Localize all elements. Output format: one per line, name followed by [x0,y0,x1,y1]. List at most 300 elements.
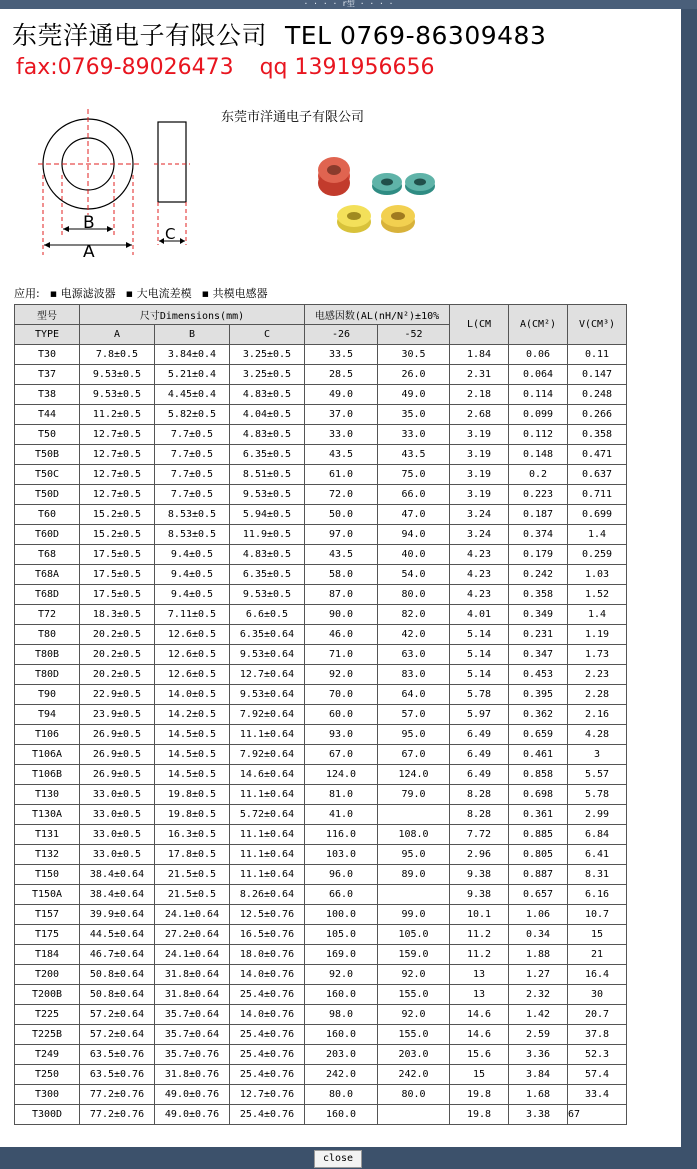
table-cell: 5.78 [450,685,509,705]
table-cell: 10.1 [450,905,509,925]
table-row [15,485,627,505]
table-row [15,545,627,565]
header-dimensions: 尺寸Dimensions(mm) [80,305,305,325]
table-cell: 108.0 [378,825,450,845]
window-right-frame [681,9,697,1147]
table-cell: 242.0 [305,1065,378,1085]
table-cell: 35.7±0.64 [155,1005,230,1025]
table-cell: 57.2±0.64 [80,1025,155,1045]
table-cell: 66.0 [305,885,378,905]
table-cell: 30 [568,985,627,1005]
table-cell: 0.2 [509,465,568,485]
table-cell: 4.01 [450,605,509,625]
table-cell: 3.24 [450,505,509,525]
table-cell: 49.0 [378,385,450,405]
table-row [15,685,627,705]
table-row [15,585,627,605]
table-cell: 16.3±0.5 [155,825,230,845]
table-row [15,1085,627,1105]
table-cell: 42.0 [378,625,450,645]
table-cell: 0.187 [509,505,568,525]
table-cell: 17.8±0.5 [155,845,230,865]
table-cell: 80.0 [305,1085,378,1105]
table-row [15,1005,627,1025]
table-cell: 0.887 [509,865,568,885]
application-line [14,285,278,301]
table-cell: T80 [15,625,80,645]
table-cell: 2.99 [568,805,627,825]
table-row [15,705,627,725]
table-cell: 0.637 [568,465,627,485]
table-cell: 14.2±0.5 [155,705,230,725]
table-cell: T80D [15,665,80,685]
table-cell: 2.68 [450,405,509,425]
toroid-dimension-drawing [30,105,200,265]
table-cell: T132 [15,845,80,865]
table-cell: 50.8±0.64 [80,965,155,985]
table-cell: 14.6 [450,1005,509,1025]
table-cell: 6.84 [568,825,627,845]
table-cell: T60 [15,505,80,525]
table-cell: 8.51±0.5 [230,465,305,485]
table-cell: T38 [15,385,80,405]
table-row [15,725,627,745]
header-dim-c: C [230,325,305,345]
table-cell: T44 [15,405,80,425]
table-row [15,445,627,465]
table-cell: 8.28 [450,785,509,805]
table-cell: 43.5 [378,445,450,465]
table-cell: 3.25±0.5 [230,345,305,365]
table-cell: 1.06 [509,905,568,925]
table-cell: 18.0±0.76 [230,945,305,965]
table-cell: 0.242 [509,565,568,585]
table-cell: 4.83±0.5 [230,545,305,565]
table-cell: 39.9±0.64 [80,905,155,925]
table-cell: 92.0 [378,965,450,985]
table-cell: 23.9±0.5 [80,705,155,725]
table-row [15,1105,627,1125]
table-cell: 15 [450,1065,509,1085]
table-cell: 35.7±0.64 [155,1025,230,1045]
table-row [15,825,627,845]
application-item-differential: ▪ 大电流差模 [125,287,192,300]
table-cell: 5.14 [450,665,509,685]
table-cell: 11.1±0.64 [230,785,305,805]
table-cell: 24.1±0.64 [155,945,230,965]
header-model: 型号 [15,305,80,325]
table-cell: 26.0 [378,365,450,385]
table-cell: T225 [15,1005,80,1025]
table-cell: 63.0 [378,645,450,665]
table-cell: 9.53±0.64 [230,685,305,705]
table-cell: 2.31 [450,365,509,385]
table-cell: 77.2±0.76 [80,1085,155,1105]
company-name: 东莞洋通电子有限公司 [12,21,268,50]
spec-table-body [15,345,627,1125]
table-cell: 83.0 [378,665,450,685]
table-cell: 35.7±0.76 [155,1045,230,1065]
application-item-filter: ▪ 电源滤波器 [49,287,116,300]
table-cell: 105.0 [305,925,378,945]
table-cell: 15.2±0.5 [80,525,155,545]
table-cell: 57.0 [378,705,450,725]
table-cell: 8.26±0.64 [230,885,305,905]
table-cell: 33.4 [568,1085,627,1105]
header-area: A(CM²) [509,305,568,345]
table-cell: 61.0 [305,465,378,485]
table-cell: 75.0 [378,465,450,485]
table-cell: T150A [15,885,80,905]
table-cell: 15.2±0.5 [80,505,155,525]
table-cell: T175 [15,925,80,945]
table-cell: 14.5±0.5 [155,725,230,745]
table-cell: 11.2 [450,925,509,945]
table-cell: 31.8±0.76 [155,1065,230,1085]
table-cell: 25.4±0.76 [230,985,305,1005]
table-cell: 19.8±0.5 [155,805,230,825]
table-cell: 3.24 [450,525,509,545]
table-row [15,985,627,1005]
table-cell: 7.92±0.64 [230,705,305,725]
table-cell: 14.0±0.76 [230,965,305,985]
table-cell: 4.83±0.5 [230,425,305,445]
table-cell: 160.0 [305,1025,378,1045]
table-cell: 95.0 [378,845,450,865]
table-cell: T157 [15,905,80,925]
table-row [15,345,627,365]
table-cell: 12.7±0.5 [80,425,155,445]
table-cell: 67.0 [378,745,450,765]
table-cell: 3.84±0.4 [155,345,230,365]
table-cell: 37.8 [568,1025,627,1045]
close-button[interactable]: close [314,1150,362,1168]
label-b: B [83,213,95,233]
table-cell: T50 [15,425,80,445]
table-row [15,1065,627,1085]
table-cell: 5.97 [450,705,509,725]
header-path-length: L(CM [450,305,509,345]
table-cell: 6.35±0.5 [230,565,305,585]
table-cell: 21.5±0.5 [155,865,230,885]
table-cell: 11.2 [450,945,509,965]
table-cell: 4.04±0.5 [230,405,305,425]
table-cell: 25.4±0.76 [230,1105,305,1125]
table-cell: 37.0 [305,405,378,425]
table-cell: T106A [15,745,80,765]
header-dim-a: A [80,325,155,345]
table-cell: 14.0±0.5 [155,685,230,705]
table-cell: 0.858 [509,765,568,785]
table-cell: 33.5 [305,345,378,365]
table-row [15,965,627,985]
tel-number: TEL 0769-86309483 [285,21,547,50]
table-cell: 160.0 [305,985,378,1005]
table-row [15,805,627,825]
table-cell: 14.5±0.5 [155,745,230,765]
table-cell: 52.3 [568,1045,627,1065]
table-cell: 5.72±0.64 [230,805,305,825]
table-cell: 160.0 [305,1105,378,1125]
table-cell: 43.5 [305,545,378,565]
table-cell: 20.2±0.5 [80,645,155,665]
header-al-factor: 电感因数(AL(nH/N²)±10% [305,305,450,325]
table-cell: T90 [15,685,80,705]
contact-line [16,55,434,80]
table-cell: 94.0 [378,525,450,545]
table-row [15,865,627,885]
table-cell: 81.0 [305,785,378,805]
table-cell: 44.5±0.64 [80,925,155,945]
company-caption: 东莞市洋通电子有限公司 [221,110,365,125]
table-cell: T130 [15,785,80,805]
table-row [15,645,627,665]
table-cell: 0.461 [509,745,568,765]
table-cell: 26.9±0.5 [80,745,155,765]
table-cell: 33.0 [378,425,450,445]
table-cell: T68D [15,585,80,605]
table-cell: 77.2±0.76 [80,1105,155,1125]
table-cell: T131 [15,825,80,845]
table-cell: 6.35±0.64 [230,625,305,645]
table-cell [378,1105,450,1125]
table-cell: 9.53±0.5 [230,585,305,605]
table-cell: 5.57 [568,765,627,785]
table-cell: 66.0 [378,485,450,505]
table-cell: 5.78 [568,785,627,805]
table-cell: 0.34 [509,925,568,945]
table-cell: 25.4±0.76 [230,1025,305,1045]
table-cell: 100.0 [305,905,378,925]
table-cell: 4.45±0.4 [155,385,230,405]
table-cell: T106B [15,765,80,785]
table-cell: 50.0 [305,505,378,525]
table-cell: 0.698 [509,785,568,805]
table-cell: 16.5±0.76 [230,925,305,945]
table-cell [378,805,450,825]
table-cell: T250 [15,1065,80,1085]
table-cell: 82.0 [378,605,450,625]
table-cell: 80.0 [378,1085,450,1105]
table-cell: 242.0 [378,1065,450,1085]
table-cell: 4.23 [450,545,509,565]
table-cell: 46.7±0.64 [80,945,155,965]
table-row [15,465,627,485]
table-cell: 4.28 [568,725,627,745]
table-cell: 105.0 [378,925,450,945]
table-cell: 0.147 [568,365,627,385]
table-cell: 7.72 [450,825,509,845]
table-cell: 70.0 [305,685,378,705]
table-row [15,945,627,965]
application-prefix: 应用: [14,287,40,300]
table-cell: 3.19 [450,485,509,505]
table-cell: 0.358 [568,425,627,445]
table-cell: T200B [15,985,80,1005]
table-cell: 12.5±0.76 [230,905,305,925]
header-material-52: -52 [378,325,450,345]
table-cell: 7.7±0.5 [155,465,230,485]
table-cell: 6.16 [568,885,627,905]
table-cell: 15 [568,925,627,945]
table-cell: 87.0 [305,585,378,605]
fax-number: fax:0769-89026473 [16,55,234,80]
table-cell: 33.0±0.5 [80,845,155,865]
table-cell: 9.53±0.5 [230,485,305,505]
table-cell: 4.83±0.5 [230,385,305,405]
table-cell: 0.805 [509,845,568,865]
table-cell: 3.36 [509,1045,568,1065]
table-cell: 0.471 [568,445,627,465]
table-cell: 0.06 [509,345,568,365]
table-cell: 4.23 [450,565,509,585]
header-type: TYPE [15,325,80,345]
table-row [15,565,627,585]
table-cell: 1.73 [568,645,627,665]
table-row [15,1025,627,1045]
table-cell: 13 [450,985,509,1005]
table-cell: T60D [15,525,80,545]
table-cell: 57.2±0.64 [80,1005,155,1025]
table-cell: 0.374 [509,525,568,545]
table-cell: 92.0 [378,1005,450,1025]
table-cell: 0.362 [509,705,568,725]
table-cell: 90.0 [305,605,378,625]
table-cell: 21 [568,945,627,965]
table-cell: 21.5±0.5 [155,885,230,905]
table-cell: 12.7±0.76 [230,1085,305,1105]
table-row [15,1045,627,1065]
table-cell: 17.5±0.5 [80,585,155,605]
table-cell: 12.7±0.5 [80,465,155,485]
table-cell: 3 [568,745,627,765]
table-cell: 79.0 [378,785,450,805]
table-cell: 5.82±0.5 [155,405,230,425]
table-cell: 20.2±0.5 [80,625,155,645]
table-cell: 103.0 [305,845,378,865]
table-cell: 71.0 [305,645,378,665]
table-cell: 9.38 [450,885,509,905]
header-volume: V(CM³) [568,305,627,345]
table-cell: 43.5 [305,445,378,465]
table-cell: T130A [15,805,80,825]
table-cell: 0.223 [509,485,568,505]
label-c: C [165,225,176,243]
table-cell: 0.231 [509,625,568,645]
table-cell: T50B [15,445,80,465]
table-cell: T68A [15,565,80,585]
table-cell: 7.7±0.5 [155,445,230,465]
table-cell: 0.266 [568,405,627,425]
table-cell: 2.28 [568,685,627,705]
table-cell: 60.0 [305,705,378,725]
company-header [12,16,546,52]
table-cell: 26.9±0.5 [80,765,155,785]
table-cell: 9.4±0.5 [155,585,230,605]
table-cell: 11.1±0.64 [230,845,305,865]
table-cell: 116.0 [305,825,378,845]
table-row [15,905,627,925]
table-row [15,845,627,865]
table-row [15,365,627,385]
table-row [15,525,627,545]
table-cell: 14.6±0.64 [230,765,305,785]
table-cell: 1.4 [568,525,627,545]
header-dim-b: B [155,325,230,345]
table-cell: 0.659 [509,725,568,745]
table-cell [378,885,450,905]
label-a: A [83,242,95,262]
table-cell: 14.5±0.5 [155,765,230,785]
table-cell: 3.19 [450,425,509,445]
table-cell: 19.8 [450,1085,509,1105]
table-cell: 9.53±0.64 [230,645,305,665]
table-cell: 15.6 [450,1045,509,1065]
table-cell: 8.28 [450,805,509,825]
table-cell: 38.4±0.64 [80,865,155,885]
table-cell: 89.0 [378,865,450,885]
table-cell: 8.53±0.5 [155,525,230,545]
table-cell: 14.0±0.76 [230,1005,305,1025]
table-cell: 155.0 [378,985,450,1005]
table-cell: 18.3±0.5 [80,605,155,625]
table-cell: 50.8±0.64 [80,985,155,1005]
table-cell: 2.32 [509,985,568,1005]
table-cell: 95.0 [378,725,450,745]
table-cell: 0.885 [509,825,568,845]
table-cell: 13 [450,965,509,985]
table-cell: 19.8 [450,1105,509,1125]
table-cell: 99.0 [378,905,450,925]
table-cell: 16.4 [568,965,627,985]
table-cell: 5.14 [450,625,509,645]
table-cell: 2.96 [450,845,509,865]
qq-number: qq 1391956656 [259,55,435,80]
table-cell: 6.35±0.5 [230,445,305,465]
table-row [15,505,627,525]
table-cell: 3.25±0.5 [230,365,305,385]
table-row [15,405,627,425]
table-cell: 33.0 [305,425,378,445]
table-cell: 96.0 [305,865,378,885]
table-cell: 30.5 [378,345,450,365]
table-cell: 9.4±0.5 [155,545,230,565]
table-cell: 2.16 [568,705,627,725]
table-cell: 33.0±0.5 [80,785,155,805]
table-cell: 10.7 [568,905,627,925]
table-cell: 0.248 [568,385,627,405]
table-cell: 12.6±0.5 [155,645,230,665]
table-cell: 0.699 [568,505,627,525]
table-cell: 7.8±0.5 [80,345,155,365]
table-cell: 0.259 [568,545,627,565]
table-cell: 0.347 [509,645,568,665]
table-cell: 25.4±0.76 [230,1045,305,1065]
table-cell: 26.9±0.5 [80,725,155,745]
table-cell: 7.7±0.5 [155,485,230,505]
table-cell: 14.6 [450,1025,509,1045]
table-cell: T30 [15,345,80,365]
table-cell: 3.84 [509,1065,568,1085]
table-row [15,665,627,685]
table-cell: 98.0 [305,1005,378,1025]
table-cell: 33.0±0.5 [80,825,155,845]
table-cell: 1.4 [568,605,627,625]
table-cell: T37 [15,365,80,385]
table-cell: 67.0 [305,745,378,765]
table-row [15,385,627,405]
table-cell: 46.0 [305,625,378,645]
